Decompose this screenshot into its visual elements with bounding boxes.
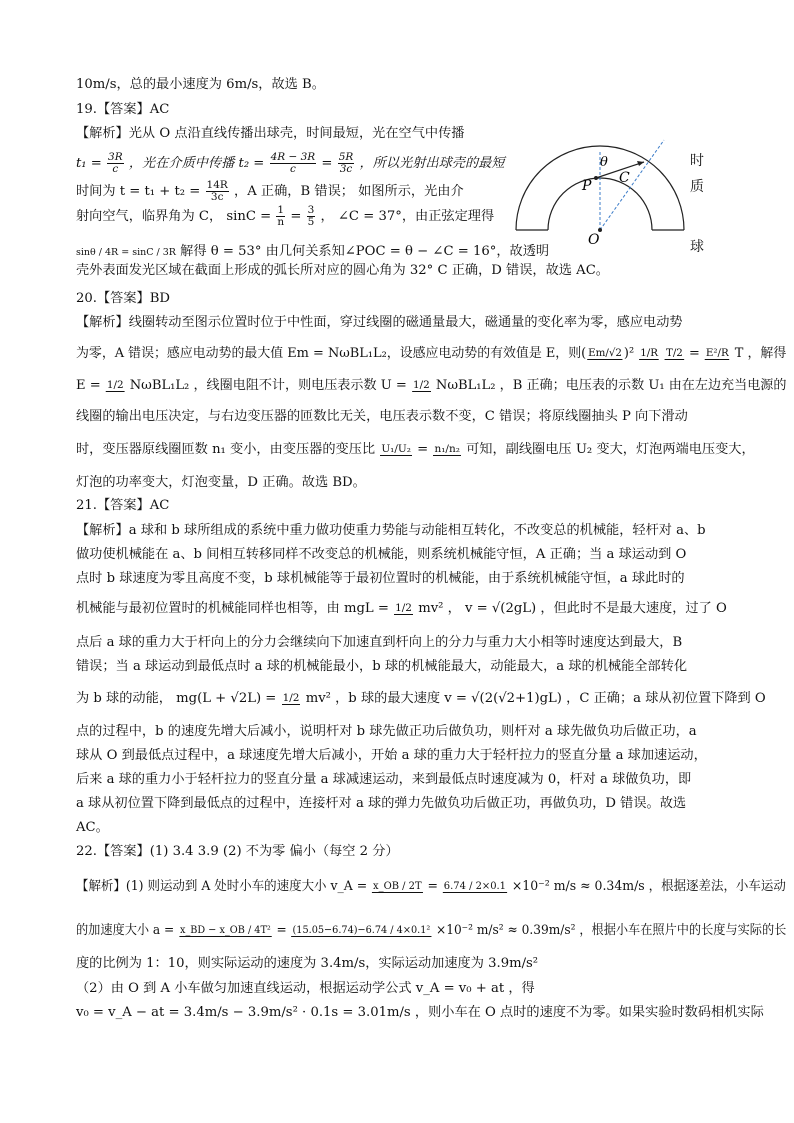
text-line: 点后 a 球的重力大于杆向上的分力会继续向下加速直到杆向上的分力与重力大小相等时速度达到最大，B	[76, 635, 683, 650]
text-line: 【解析】光从 O 点沿直线传播出球壳，时间最短，光在空气中传播	[76, 126, 465, 141]
text-line: 度的比例为 1：10，则实际运动的速度为 3.4m/s，实际运动加速度为 3.9m/s²	[76, 956, 539, 971]
text-line: 为零，A 错误；感应电动势的最大值 Em = NωBL₁L₂，设感应电动势的有效值是 E，则( Em/√2 )² 1/R T/2 = E²/R T ，解得	[76, 346, 787, 361]
text-line: 【解析】(1) 则运动到 A 处时小车的速度大小 v_A = x_OB / 2T = 6.74 / 2×0.1 ×10⁻² m/s ≈ 0.34m/s ，根据逐差法，小车运动	[76, 879, 786, 894]
text-line: E = 1/2 NωBL₁L₂ ，线圈电阻不计，则电压表示数 U = 1/2 NωBL₁L₂ ，B 正确；电压表的示数 U₁ 由在左边充当电源的	[76, 378, 787, 393]
point-P	[594, 176, 598, 180]
text-line: 【解析】线圈转动至图示位置时位于中性面，穿过线圈的磁通量最大，磁通量的变化率为零，感应电动势	[76, 315, 683, 330]
side-char: 质	[690, 179, 704, 195]
text-line: 做功使机械能在 a、b 间相互转移同样不改变总的机械能，则系统机械能守恒，A 正确；当 a 球运动到 O	[76, 547, 687, 562]
answer-19-heading: 19.【答案】AC	[76, 102, 170, 117]
text-line: 射向空气，临界角为 C， sinC = $\frac{1}{n}$ = $\frac{3}{5}$ ， ∠C = 37°，由正弦定理得	[76, 204, 495, 228]
side-char: 球	[690, 239, 704, 255]
text-line: 线圈的输出电压决定，与右边变压器的匝数比无关，电压表示数不变，C 错误；将原线圈抽头 P 向下滑动	[76, 409, 688, 424]
answer-22-heading: 22.【答案】(1) 3.4 3.9 (2) 不为零 偏小（每空 2 分）	[76, 844, 399, 859]
text-line: 点时 b 球速度为零且高度不变，b 球机械能等于最初位置时的机械能，由于系统机械能守恒，a 球此时的	[76, 571, 685, 586]
text-line: 的加速度大小 a = x_BD − x_OB / 4T² = (15.05−6.74)−6.74 / 4×0.1² ×10⁻² m/s² ≈ 0.39m/s² ，根据小车在照片中的长度与实际的长	[76, 923, 787, 938]
text-line: 时，变压器原线圈匝数 n₁ 变小，由变压器的变压比 U₁/U₂ = n₁/n₂ 可知，副线圈电压 U₂ 变大，灯泡两端电压变大，	[76, 442, 755, 457]
text-line: 点的过程中，b 的速度先增大后减小，说明杆对 b 球先做正功后做负功，则杆对 a 球先做负功后做正功，a	[76, 724, 697, 739]
text-line: 壳外表面发光区域在截面上形成的弧长所对应的圆心角为 32° C 正确，D 错误，故选 AC。	[76, 263, 609, 278]
label-P: P	[582, 178, 592, 194]
text-line: 10m/s，总的最小速度为 6m/s，故选 B。	[76, 77, 325, 92]
text-line: （2）由 O 到 A 小车做匀加速直线运动，根据运动学公式 v_A = v₀ + at ，得	[76, 981, 535, 996]
text-line: 时间为 t = t₁ + t₂ = $\frac{14R}{3c}$ ，A 正确，B 错误； 如图所示，光由介	[76, 179, 464, 203]
text-line: AC。	[76, 820, 109, 835]
oblique-dashed-line	[600, 140, 664, 230]
answer-21-heading: 21.【答案】AC	[76, 498, 170, 513]
text-line: 灯泡的功率变大，灯泡变量，D 正确。故选 BD。	[76, 475, 366, 490]
text-line: 【解析】a 球和 b 球所组成的系统中重力做功使重力势能与动能相互转化，不改变总的机械能，轻杆对 a、b	[76, 523, 706, 538]
text-line: sinθ / 4R = sinC / 3R 解得 θ = 53° 由几何关系知∠POC = θ − ∠C = 16°，故透明	[76, 244, 550, 259]
text-line: 球从 O 到最低点过程中，a 球速度先增大后减小，开始 a 球的重力大于轻杆拉力的竖直分量 a 球加速运动，	[76, 748, 707, 763]
answer-20-heading: 20.【答案】BD	[76, 291, 170, 306]
label-C: C	[619, 170, 630, 186]
side-char: 时	[690, 153, 704, 169]
text-line: 为 b 球的动能， mg(L + √2L) = 1/2 mv² ，b 球的最大速度 v = √(2(√2+1)gL) ，C 正确；a 球从初位置下降到 O	[76, 691, 766, 706]
text-line: 后来 a 球的重力小于轻杆拉力的竖直分量 a 球减速运动，来到最低点时速度减为 0，杆对 a 球做负功，即	[76, 772, 692, 787]
text-line: t₁ = $\frac{3R}{c}$ ，光在介质中传播 t₂ = $\frac{4R - 3R}{c}$ = $\frac{5R}{3c}$ ，所以光射出球壳的最短	[76, 151, 505, 175]
label-theta: θ	[600, 155, 608, 170]
text-line: 机械能与最初位置时的机械能同样也相等，由 mgL = 1/2 mv² ， v = √(2gL) ，但此时不是最大速度，过了 O	[76, 601, 727, 616]
text-line: a 球从初位置下降到最低点的过程中，连接杆对 a 球的弹力先做负功后做正功，再做负功，D 错误。故选	[76, 796, 687, 811]
text-line: v₀ = v_A − at = 3.4m/s − 3.9m/s² · 0.1s = 3.01m/s ，则小车在 O 点时的速度不为零。如果实验时数码相机实际	[76, 1005, 764, 1020]
hemisphere-shell-figure	[506, 134, 686, 246]
label-O: O	[588, 232, 600, 246]
text-line: 错误；当 a 球运动到最低点时 a 球的机械能最小，b 球的机械能最大，动能最大，a 球的机械能全部转化	[76, 659, 688, 674]
